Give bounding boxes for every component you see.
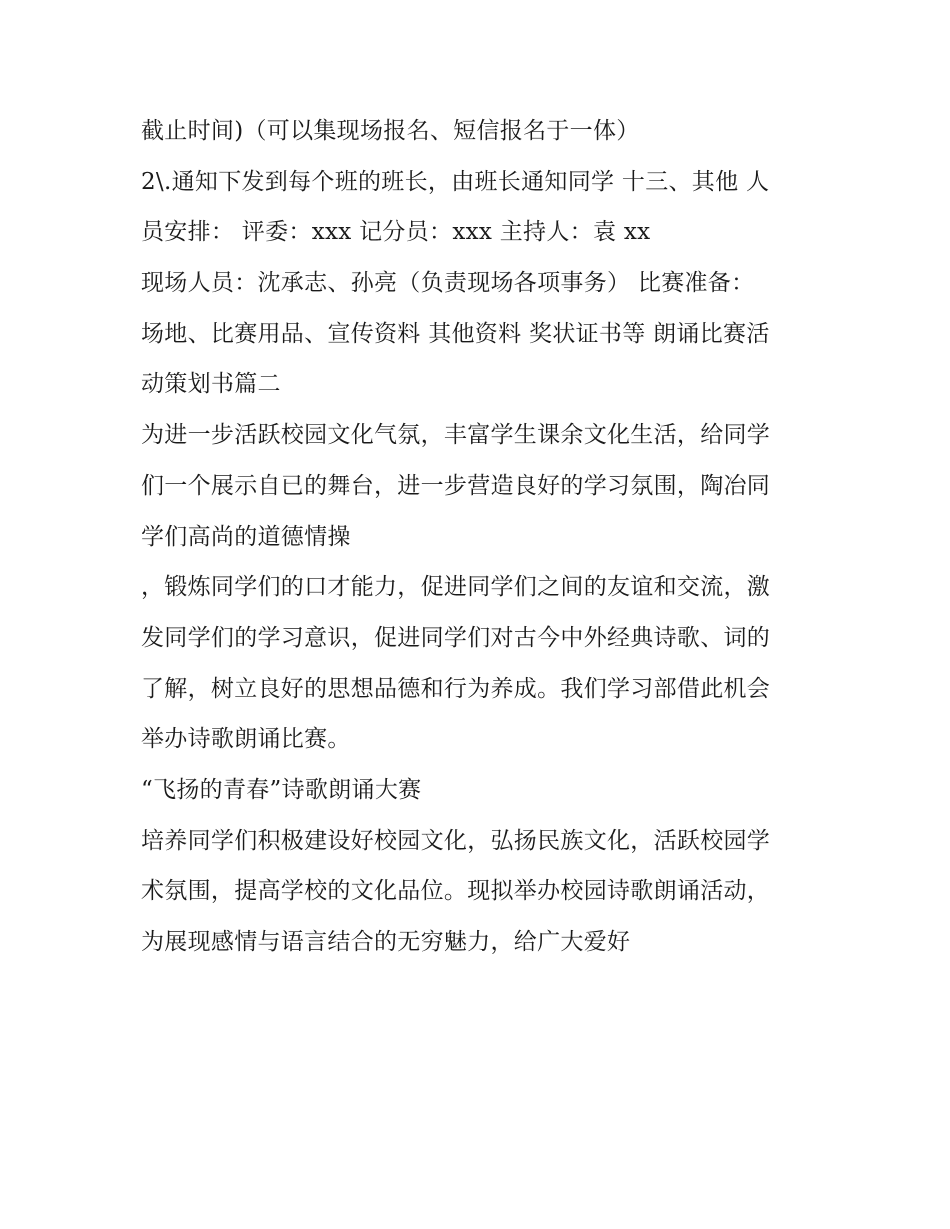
text-line: 发同学们的学习意识，促进同学们对古今中外经典诗歌、词的: [141, 624, 771, 651]
text-line: 培养同学们积极建设好校园文化，弘扬民族文化，活跃校园学: [141, 827, 771, 854]
text-line: 现场人员：沈承志、孙亮（负责现场各项事务） 比赛准备：: [141, 270, 755, 297]
text-line: ，锻炼同学们的口才能力，促进同学们之间的友谊和交流，激: [141, 574, 771, 601]
text-line: 了解，树立良好的思想品德和行为养成。我们学习部借此机会: [141, 675, 771, 702]
text-line: 动策划书篇二: [141, 371, 281, 398]
text-line: 举办诗歌朗诵比赛。: [141, 726, 351, 753]
text-line: “飞扬的青春”诗歌朗诵大赛: [141, 776, 422, 803]
document-body: [141, 106, 821, 968]
text-line: 学们高尚的道德情操: [141, 523, 351, 550]
text-line: 2\.通知下发到每个班的班长，由班长通知同学 十三、其他 人: [141, 168, 770, 195]
text-line: 截止时间)（可以集现场报名、短信报名于一体）: [141, 118, 640, 144]
text-line: 术氛围，提高学校的文化品位。现拟举办校园诗歌朗诵活动，: [141, 878, 771, 905]
text-line: 员安排： 评委：xxx 记分员：xxx 主持人：袁 xx: [141, 219, 651, 246]
text-line: 们一个展示自已的舞台，进一步营造良好的学习氛围，陶冶同: [141, 472, 771, 499]
text-line: 场地、比赛用品、宣传资料 其他资料 奖状证书等 朗诵比赛活: [141, 320, 770, 347]
text-line: 为进一步活跃校园文化气氛，丰富学生课余文化生活，给同学: [141, 422, 771, 449]
text-line: 为展现感情与语言结合的无穷魅力，给广大爱好: [141, 929, 631, 955]
